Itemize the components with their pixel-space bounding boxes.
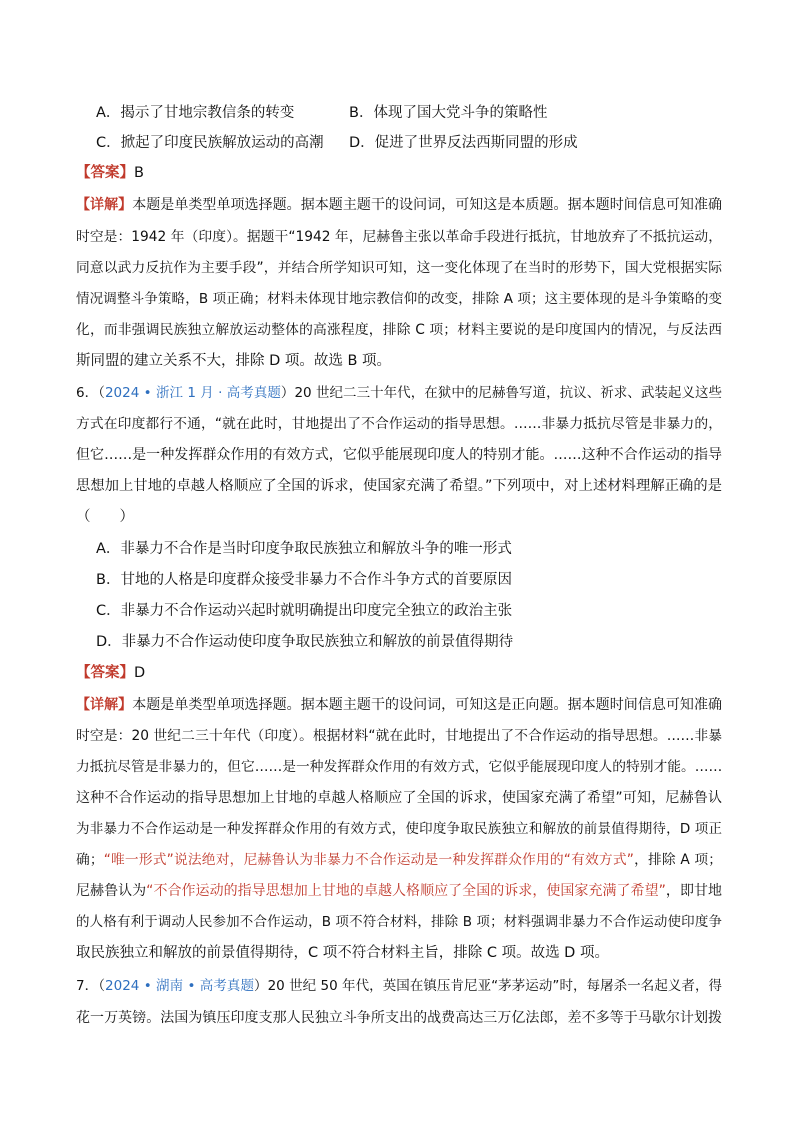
q5-detail-line-4: 情况调整斗争策略，B 项正确；材料未体现甘地宗教信仰的改变，排除 A 项；这主要体现的是斗争策略的变 xyxy=(76,291,722,307)
answer-tag: 【答案】 xyxy=(76,165,134,181)
q7-stem-line-1: 7．（2024 • 湖南 • 高考真题）20 世纪 50 年代，英国在镇压肯尼亚“茅茅运动”时，每屠杀一名起义者，得 xyxy=(76,978,723,994)
q6-detail-line-7: 尼赫鲁认为“不合作运动的指导思想加上甘地的卓越人格顺应了全国的诉求，使国家充满了希望”，即甘地 xyxy=(76,883,723,899)
q5-detail-line-3: 同意以武力反抗作为主要手段”，并结合所学知识可知，这一变化体现了在当时的形势下，国大党根据实际 xyxy=(76,260,722,276)
highlighted-text: “唯一形式”说法绝对，尼赫鲁认为非暴力不合作运动是一种发挥群众作用的“有效方式” xyxy=(103,852,634,868)
q6-detail-line-2: 时空是：20 世纪二三十年代（印度）。根据材料“就在此时，甘地提出了不合作运动的指导思想。……非暴 xyxy=(76,728,722,744)
q6-option-d: D．非暴力不合作运动使印度争取民族独立和解放的前景值得期待 xyxy=(96,634,514,650)
q7-stem-line-2: 花一万英镑。法国为镇压印度支那人民独立斗争所支出的战费高达三万亿法郎，差不多等于马歇尔计划拨 xyxy=(76,1010,722,1026)
q6-stem-line-1: 6．（2024 • 浙江 1 月 · 高考真题）20 世纪二三十年代，在狱中的尼赫鲁写道，抗议、祈求、武装起义这些 xyxy=(76,385,723,401)
answer-value: B xyxy=(134,165,144,181)
q6-option-b: B．甘地的人格是印度群众接受非暴力不合作斗争方式的首要原因 xyxy=(96,572,512,588)
detail-tag: 【详解】 xyxy=(76,697,133,713)
q6-detail-line-3: 力抵抗尽管是非暴力的，但它……是一种发挥群众作用的有效方式，它似乎能展现印度人的特别才能。…… xyxy=(76,759,723,775)
q6-detail-line-4: 这种不合作运动的指导思想加上甘地的卓越人格顺应了全国的诉求，使国家充满了希望”可知，尼赫鲁认 xyxy=(76,790,722,806)
q6-stem-line-5: （ ） xyxy=(76,509,134,525)
highlighted-text: “不合作运动的指导思想加上甘地的卓越人格顺应了全国的诉求，使国家充满了希望” xyxy=(146,883,666,899)
question-source: 2024 • 湖南 • 高考真题 xyxy=(105,978,254,994)
q5-option-b: B．体现了国大党斗争的策略性 xyxy=(349,105,548,121)
q5-detail-line-2: 时空是：1942 年（印度）。据题干“1942 年，尼赫鲁主张以革命手段进行抵抗，甘地放弃了不抵抗运动， xyxy=(76,229,722,245)
q6-option-a: A．非暴力不合作是当时印度争取民族独立和解放斗争的唯一形式 xyxy=(96,541,512,557)
q6-stem-line-2: 方式在印度都行不通，“就在此时，甘地提出了不合作运动的指导思想。……非暴力抵抗尽管是非暴力的， xyxy=(76,416,722,432)
q6-stem-line-4: 思想加上甘地的卓越人格顺应了全国的诉求，使国家充满了希望。”下列项中，对上述材料理解正确的是 xyxy=(76,478,722,494)
q5-answer xyxy=(76,163,722,183)
q5-detail-line-1: 【详解】本题是单类型单项选择题。据本题主题干的设问词，可知这是本质题。据本题时间信息可知准确 xyxy=(76,197,723,213)
q5-option-a: A．揭示了甘地宗教信条的转变 xyxy=(96,105,295,121)
q6-detail-line-1: 【详解】本题是单类型单项选择题。据本题主题干的设问词，可知这是正向题。据本题时间信息可知准确 xyxy=(76,697,723,713)
q5-detail-line-6: 斯同盟的建立关系不大，排除 D 项。故选 B 项。 xyxy=(76,353,392,369)
q6-option-c: C．非暴力不合作运动兴起时就明确提出印度完全独立的政治主张 xyxy=(96,603,513,619)
q6-detail-line-8: 的人格有利于调动人民参加不合作运动，B 项不符合材料，排除 B 项；材料强调非暴力不合作运动使印度争 xyxy=(76,914,722,930)
q6-stem-line-3: 但它……是一种发挥群众作用的有效方式，它似乎能展现印度人的特别才能。……这种不合作运动的指导 xyxy=(76,447,722,463)
q5-detail-line-5: 化，而非强调民族独立解放运动整体的高涨程度，排除 C 项；材料主要说的是印度国内的情况，与反法西 xyxy=(76,322,722,338)
q6-detail-line-6: 确；“唯一形式”说法绝对，尼赫鲁认为非暴力不合作运动是一种发挥群众作用的“有效方式”，排除 A 项； xyxy=(76,852,722,868)
q5-option-d: D．促进了世界反法西斯同盟的形成 xyxy=(349,135,578,151)
question-source: 2024 • 浙江 1 月 · 高考真题 xyxy=(104,385,281,401)
q6-answer xyxy=(76,663,722,683)
q6-detail-line-9: 取民族独立和解放的前景值得期待，C 项不符合材料主旨，排除 C 项。故选 D 项。 xyxy=(76,945,609,961)
question-number: 7． xyxy=(76,978,99,994)
q5-option-c: C．掀起了印度民族解放运动的高潮 xyxy=(96,135,324,151)
answer-tag: 【答案】 xyxy=(76,665,134,681)
answer-value: D xyxy=(134,665,146,681)
q6-detail-line-5: 为非暴力不合作运动是一种发挥群众作用的有效方式，使印度争取民族独立和解放的前景值得期待，D 项正 xyxy=(76,821,722,837)
detail-tag: 【详解】 xyxy=(76,197,133,213)
question-number: 6． xyxy=(76,385,99,401)
